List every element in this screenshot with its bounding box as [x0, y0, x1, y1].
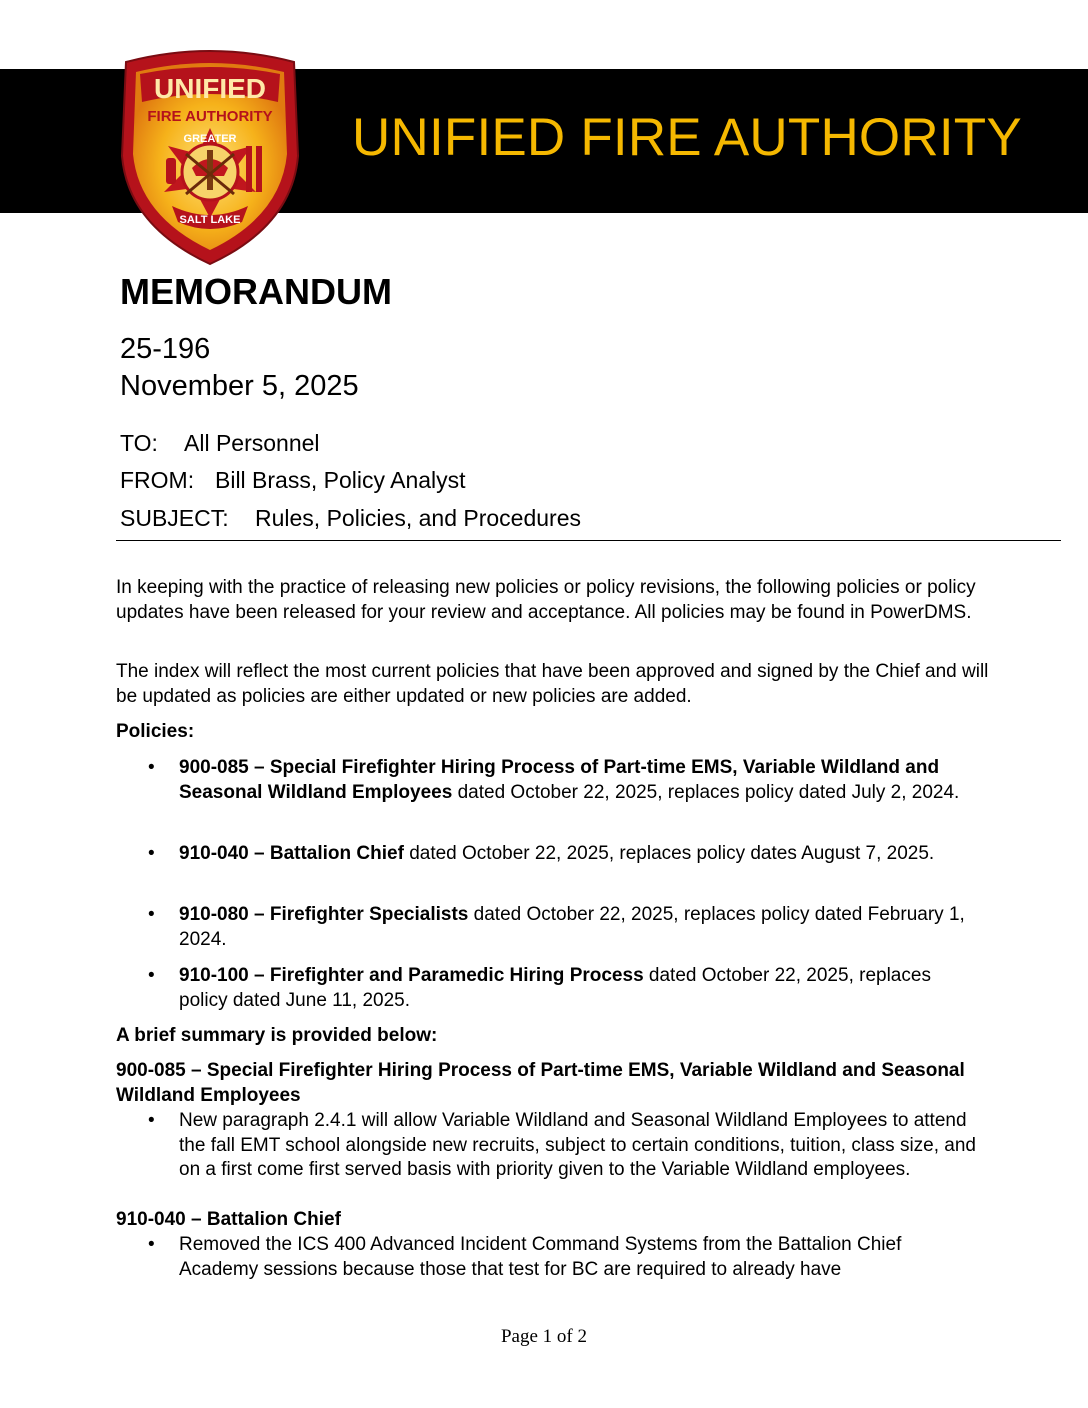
subject-value: Rules, Policies, and Procedures [255, 505, 581, 531]
svg-text:GREATER: GREATER [183, 133, 237, 145]
policy-detail: dated October 22, 2025, replaces policy dated February 1, 2024. [179, 904, 965, 950]
memo-title: MEMORANDUM [120, 271, 392, 312]
svg-text:SALT LAKE: SALT LAKE [179, 214, 241, 226]
policy-title[interactable]: 900-085 – Special Firefighter Hiring Process of Part-time EMS, Variable Wildland and Seasonal Wildland Employees [179, 757, 940, 803]
subject-label: SUBJECT: [120, 505, 229, 531]
bullet-icon: • [148, 965, 155, 986]
index-paragraph: The index will reflect the most current policies that have been approved and signed by the Chief and will be updated as policies are either updated or new policies are added. [116, 661, 989, 707]
bullet-icon: • [148, 843, 155, 864]
intro-paragraph: In keeping with the practice of releasing new policies or policy revisions, the following policies or policy updates have been released for your review and acceptance. All policies may be found in PowerDMS. [116, 577, 976, 623]
summary-heading: A brief summary is provided below: [116, 1025, 438, 1046]
policy-title[interactable]: 910-040 – Battalion Chief [179, 843, 404, 864]
summary-text: Removed the ICS 400 Advanced Incident Command Systems from the Battalion Chief Academy sessions because those that test for BC are required to already have [179, 1234, 902, 1280]
header-divider [116, 540, 1061, 541]
org-title: UNIFIED FIRE AUTHORITY [352, 108, 1022, 167]
policy-detail: dated October 22, 2025, replaces policy dates August 7, 2025. [403, 843, 935, 864]
svg-text:FIRE AUTHORITY: FIRE AUTHORITY [147, 108, 273, 125]
summary-section-heading: 910-040 – Battalion Chief [116, 1209, 341, 1230]
from-value: Bill Brass, Policy Analyst [215, 467, 466, 493]
bullet-icon: • [148, 1110, 155, 1131]
memo-number: 25-196 [120, 333, 211, 365]
policy-detail: dated October 22, 2025, replaces policy dated July 2, 2024. [452, 781, 960, 803]
bullet-icon: • [148, 757, 155, 778]
page-number: Page 1 of 2 [500, 1326, 587, 1347]
to-label: TO: [120, 430, 158, 456]
svg-text:UNIFIED: UNIFIED [154, 73, 266, 104]
to-line [120, 428, 320, 458]
policy-title[interactable]: 910-080 – Firefighter Specialists [179, 904, 469, 925]
from-line [120, 465, 466, 495]
to-value: All Personnel [184, 430, 320, 456]
subject-line [120, 503, 581, 533]
policy-detail: dated October 22, 2025, replaces policy dated June 11, 2025. [179, 965, 931, 1011]
policy-title[interactable]: 910-100 – Firefighter and Paramedic Hiring Process [179, 965, 644, 986]
from-label: FROM: [120, 467, 195, 493]
summary-section-heading: 900-085 – Special Firefighter Hiring Process of Part-time EMS, Variable Wildland and Seasonal Wildland Employees [116, 1060, 965, 1106]
bullet-icon: • [148, 904, 155, 925]
summary-text: New paragraph 2.4.1 will allow Variable Wildland and Seasonal Wildland Employees to attend the fall EMT school alongside new recruits, subject to certain conditions, tuition, class size, and on a first come first served basis with priority given to the Variable Wildland employees. [179, 1110, 976, 1180]
fire-department-shield-icon [110, 46, 310, 268]
bullet-icon: • [148, 1234, 155, 1255]
policies-heading: Policies: [116, 721, 195, 742]
memo-date: November 5, 2025 [120, 370, 359, 402]
